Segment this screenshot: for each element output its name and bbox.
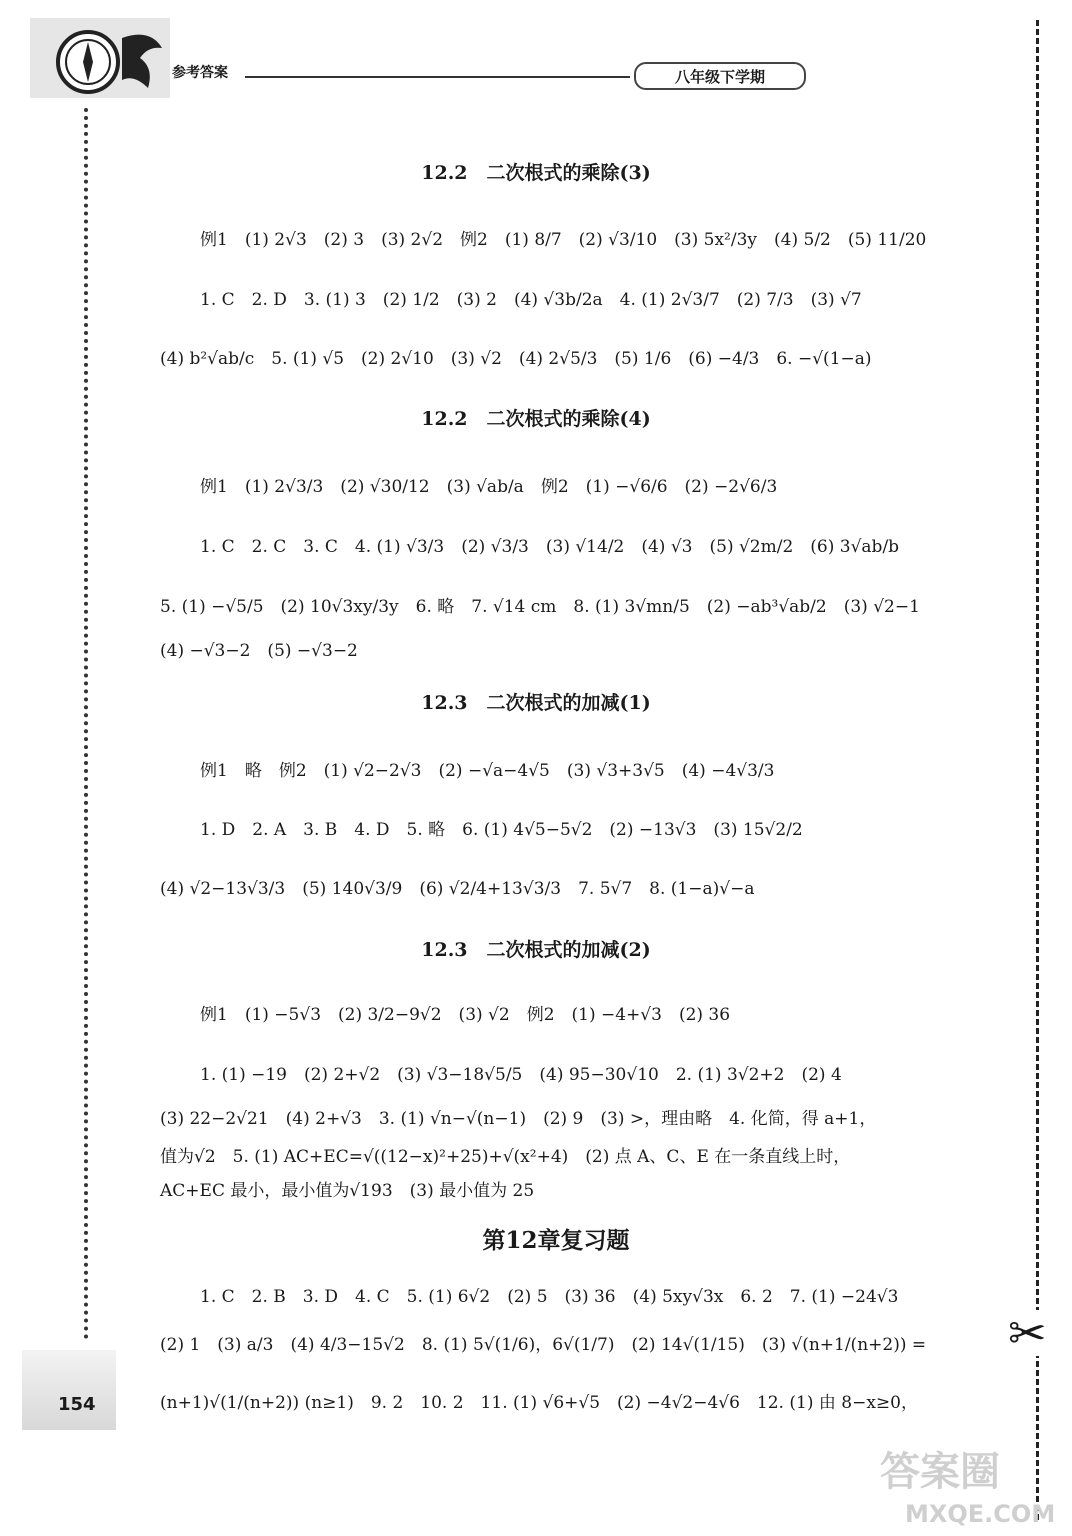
answer-line: 1. (1) −19 (2) 2+√2 (3) √3−18√5/5 (4) 95−30√10 2. (1) 3√2+2 (2) 4 [200, 1065, 842, 1085]
section-title: 12.3 二次根式的加减(2) [421, 939, 651, 961]
section-title: 12.2 二次根式的乘除(3) [421, 162, 651, 184]
scissors-icon: ✂ [1008, 1306, 1047, 1360]
answer-line: 5. (1) −√5/5 (2) 10√3xy/3y 6. 略 7. √14 cm 8. (1) 3√mn/5 (2) −ab³√ab/2 (3) √2−1 [160, 597, 920, 617]
dotted-margin-line [84, 108, 88, 1340]
answer-line: (2) 1 (3) a/3 (4) 4/3−15√2 8. (1) 5√(1/6)，6√(1/7) (2) 14√(1/15) (3) √(n+1/(n+2)) = [160, 1335, 927, 1355]
header-label: 参考答案 [172, 65, 228, 81]
compass-logo-icon [30, 18, 170, 98]
answer-line: 例1 (1) −5√3 (2) 3/2−9√2 (3) √2 例2 (1) −4+√3 (2) 36 [200, 1005, 731, 1025]
answer-line: 1. D 2. A 3. B 4. D 5. 略 6. (1) 4√5−5√2 (2) −13√3 (3) 15√2/2 [200, 820, 803, 840]
answer-line: 例1 (1) 2√3 (2) 3 (3) 2√2 例2 (1) 8/7 (2) √3/10 (3) 5x²/3y (4) 5/2 (5) 11/20 [200, 230, 927, 250]
answer-line: 例1 (1) 2√3/3 (2) √30/12 (3) √ab/a 例2 (1) −√6/6 (2) −2√6/3 [200, 477, 778, 497]
answer-line: 例1 略 例2 (1) √2−2√3 (2) −√a−4√5 (3) √3+3√5 (4) −4√3/3 [200, 761, 775, 781]
answer-line: (n+1)√(1/(n+2)) (n≥1) 9. 2 10. 2 11. (1) √6+√5 (2) −4√2−4√6 12. (1) 由 8−x≥0， [160, 1393, 918, 1413]
watermark-site: MXQE.COM [905, 1500, 1056, 1528]
header-rule [245, 76, 630, 78]
grade-badge: 八年级下学期 [634, 62, 806, 90]
answer-line: 1. C 2. D 3. (1) 3 (2) 1/2 (3) 2 (4) √3b/2a 4. (1) 2√3/7 (2) 7/3 (3) √7 [200, 290, 862, 310]
chapter-title: 第12章复习题 [482, 1227, 630, 1254]
page-number-box [22, 1350, 116, 1430]
answer-line: 1. C 2. C 3. C 4. (1) √3/3 (2) √3/3 (3) √14/2 (4) √3 (5) √2m/2 (6) 3√ab/b [200, 537, 900, 557]
watermark: 答案圈 [880, 1449, 1000, 1495]
answer-line: (4) b²√ab/c 5. (1) √5 (2) 2√10 (3) √2 (4) 2√5/3 (5) 1/6 (6) −4/3 6. −√(1−a) [160, 349, 872, 369]
answer-line: AC+EC 最小，最小值为√193 (3) 最小值为 25 [160, 1181, 535, 1201]
cut-line [1036, 20, 1039, 1520]
answer-line: (4) √2−13√3/3 (5) 140√3/9 (6) √2/4+13√3/3 7. 5√7 8. (1−a)√−a [160, 879, 755, 899]
answer-line: 1. C 2. B 3. D 4. C 5. (1) 6√2 (2) 5 (3) 36 (4) 5xy√3x 6. 2 7. (1) −24√3 [200, 1287, 899, 1307]
answer-line: 值为√2 5. (1) AC+EC=√((12−x)²+25)+√(x²+4) (2) 点 A、C、E 在一条直线上时， [160, 1147, 851, 1167]
answer-line: (3) 22−2√21 (4) 2+√3 3. (1) √n−√(n−1) (2) 9 (3) >，理由略 4. 化简，得 a+1， [160, 1109, 877, 1129]
section-title: 12.3 二次根式的加减(1) [421, 692, 651, 714]
section-title: 12.2 二次根式的乘除(4) [421, 408, 651, 430]
answer-line: (4) −√3−2 (5) −√3−2 [160, 641, 358, 661]
page-number: 154 [58, 1394, 96, 1415]
